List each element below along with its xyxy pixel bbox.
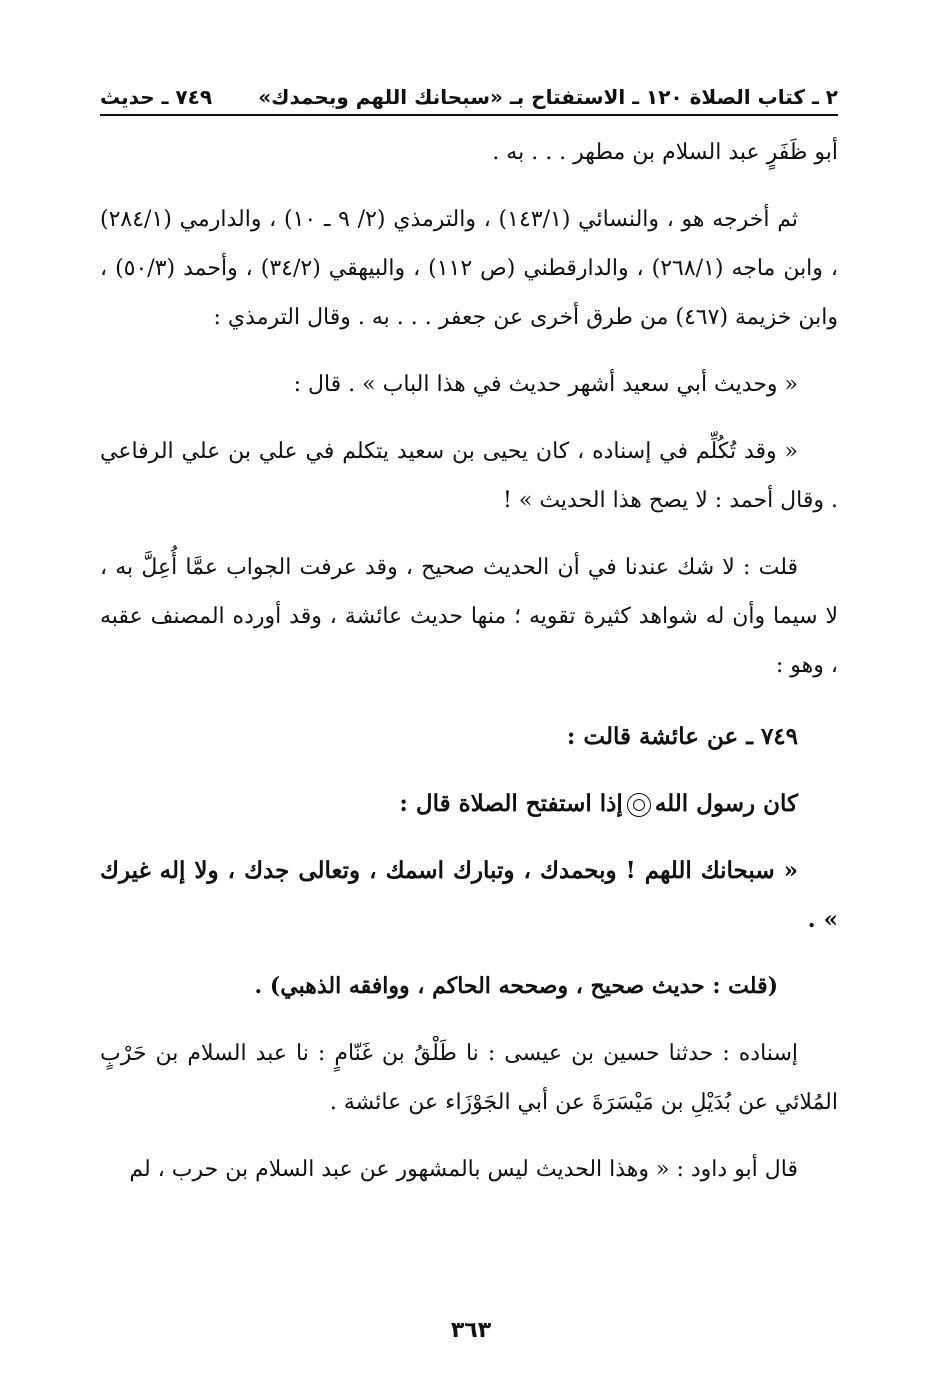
running-header [100,80,838,114]
header-chapter-title: ٢ ـ كتاب الصلاة ١٢٠ ـ الاستفتاح بـ «سبحانك اللهم وبحمدك» [258,85,838,109]
header-hadith-number: ٧٤٩ ـ حديث [100,85,213,109]
paragraph-isnad: إسناده : حدثنا حسين بن عيسى : نا طَلْقُ بن غَنّامٍ : نا عبد السلام بن حَرْبٍ المُلائي عن بُدَيْلِ بن مَيْسَرَةَ عن أبي الجَوْزَاء عن عائشة . [100,1041,838,1115]
hadith-intro-part-b: إذا استفتح الصلاة قال : [399,790,623,817]
page-body [100,128,838,1194]
paragraph-takhrij: ثم أخرجه هو ، والنسائي (١٤٣/١) ، والترمذي (٢/ ٩ ـ ١٠) ، والدارمي (٢٨٤/١) ، وابن ماجه (٢٦٨/١) ، والدارقطني (ص ١١٢) ، والبيهقي (٣٤/٢) ، وأحمد (٥٠/٣) ، وابن خزيمة (٤٦٧) من طرق أخرى عن جعفر . . . به . وقال الترمذي : [100,207,838,330]
header-divider [100,114,838,116]
hadith-intro [100,779,838,828]
hadith-heading: ٧٤٩ ـ عن عائشة قالت : [566,723,798,750]
paragraph-continuation: أبو ظَفَرٍ عبد السلام بن مطهر . . . به . [492,140,838,165]
page-number: ٣٦٣ [450,1318,492,1343]
paragraph-isnad-criticism: « وقد تُكُلِّم في إسناده ، كان يحيى بن سعيد يتكلم في علي بن علي الرفاعي . وقال أحمد : لا يصح هذا الحديث » ! [100,439,838,513]
book-page [100,70,838,1333]
hadith-intro-part-a: كان رسول الله [654,790,798,817]
paragraph-author-comment: قلت : لا شك عندنا في أن الحديث صحيح ، وقد عرفت الجواب عمَّا أُعِلَّ به ، لا سيما وأن له شواهد كثيرة تقويه ؛ منها حديث عائشة ، وقد أورده المصنف عقبه ، وهو : [100,555,838,678]
hadith-matn: « سبحانك اللهم ! وبحمدك ، وتبارك اسمك ، وتعالى جدك ، ولا إله غيرك » . [100,857,838,933]
paragraph-tirmidhi-quote: « وحديث أبي سعيد أشهر حديث في هذا الباب » . قال : [293,372,798,397]
paragraph-abu-dawud-quote: قال أبو داود : « وهذا الحديث ليس بالمشهور عن عبد السلام بن حرب ، لم [129,1157,798,1182]
grading-note: (قلت : حديث صحيح ، وصححه الحاكم ، ووافقه الذهبي) . [254,973,778,999]
salla-allahu-alayhi-wasallam-icon [627,793,651,817]
